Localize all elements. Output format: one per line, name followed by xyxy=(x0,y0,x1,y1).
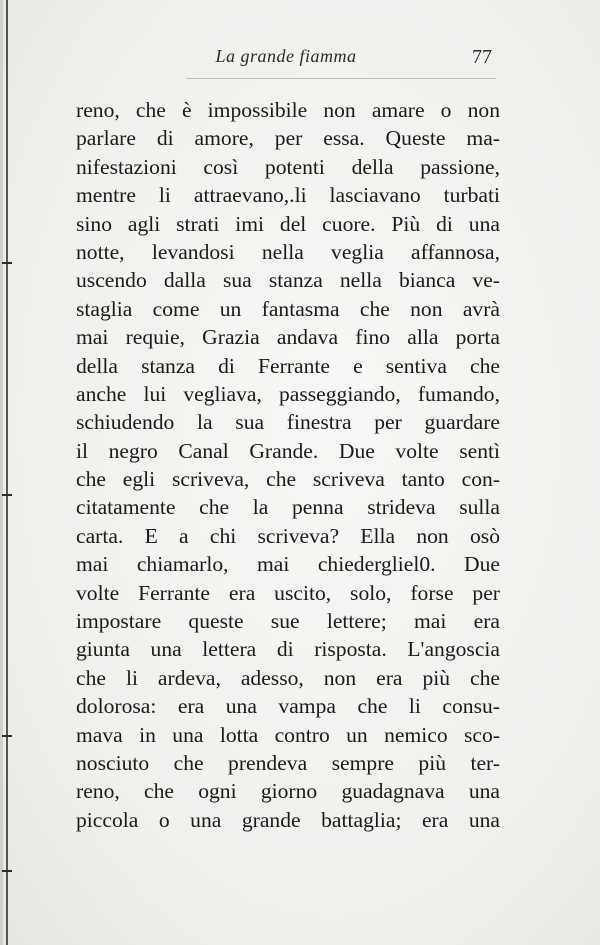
text-line: staglia come un fantasma che non avrà xyxy=(76,296,500,321)
text-line: mava in una lotta contro un nemico sco- xyxy=(76,722,500,747)
text-line: giunta una lettera di risposta. L'angoscia xyxy=(76,637,500,662)
text-line: parlare di amore, per essa. Queste ma- xyxy=(76,126,500,151)
text-line: citatamente che la penna strideva sulla xyxy=(76,495,500,520)
text-line: nosciuto che prendeva sempre più ter- xyxy=(76,750,500,775)
text-line: che egli scriveva, che scriveva tanto con- xyxy=(76,467,500,492)
text-line: mai chiamarlo, mai chiedergliel0. Due xyxy=(76,552,500,577)
text-line: schiudendo la sua finestra per guardare xyxy=(76,410,500,435)
page-number: 77 xyxy=(472,46,492,68)
page-binding-edge xyxy=(6,0,8,945)
running-title: La grande fiamma xyxy=(215,46,357,66)
text-line: nifestazioni così potenti della passione, xyxy=(76,154,500,179)
text-line: impostare queste sue lettere; mai era xyxy=(76,609,500,634)
text-line: uscendo dalla sua stanza nella bianca ve- xyxy=(76,268,500,293)
header-rule xyxy=(186,78,496,79)
text-line: mai requie, Grazia andava fino alla porta xyxy=(76,325,500,350)
text-line: che li ardeva, adesso, non era più che xyxy=(76,665,500,690)
text-line: della stanza di Ferrante e sentiva che xyxy=(76,353,500,378)
text-line: reno, che è impossibile non amare o non xyxy=(76,98,500,122)
text-line: carta. E a chi scriveva? Ella non osò xyxy=(76,523,500,548)
body-text xyxy=(76,96,500,834)
text-line: il negro Canal Grande. Due volte sentì xyxy=(76,438,500,463)
page-binding-shadow xyxy=(0,0,3,945)
text-line: piccola o una grande battaglia; era una xyxy=(76,807,500,832)
text-line: reno, che ogni giorno guadagnava una xyxy=(76,779,500,804)
page-header xyxy=(76,42,496,78)
text-line: dolorosa: era una vampa che li consu- xyxy=(76,694,500,719)
text-line: notte, levandosi nella veglia affannosa, xyxy=(76,239,500,264)
binding-mark xyxy=(2,735,12,737)
text-line: volte Ferrante era uscito, solo, forse per xyxy=(76,580,500,605)
binding-mark xyxy=(2,494,12,496)
text-line: anche lui vegliava, passeggiando, fumando, xyxy=(76,381,500,406)
text-line: sino agli strati imi del cuore. Più di una xyxy=(76,211,500,236)
binding-mark xyxy=(2,262,12,264)
binding-mark xyxy=(2,870,12,872)
text-line: mentre li attraevano,.li lasciavano turbati xyxy=(76,183,500,208)
